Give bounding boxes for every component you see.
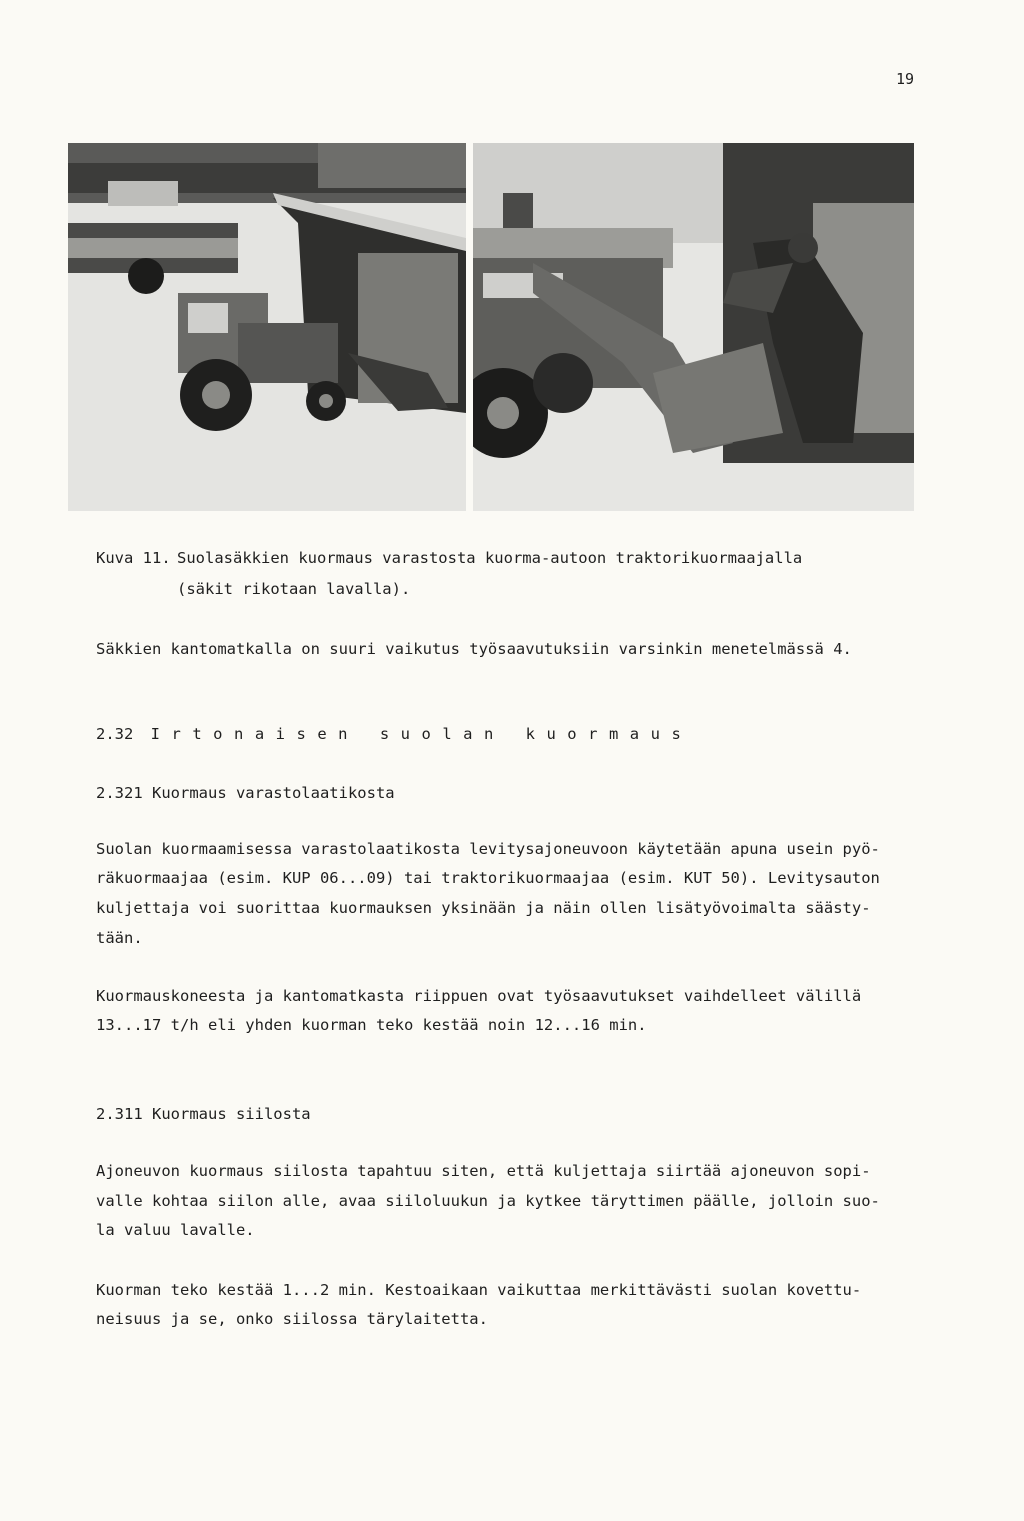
subsection-heading-2-321: 2.321 Kuormaus varastolaatikosta [96,784,395,802]
paragraph-varastolaatikko-line: räkuormaajaa (esim. KUP 06...09) tai traktorikuormaajaa (esim. KUT 50). Levitysauton [96,869,880,887]
section-title-spaced: Irtonaisen suolan kuormaus [150,725,693,743]
paragraph-varastolaatikko-line: kuljettaja voi suorittaa kuormauksen yksinään ja näin ollen lisätyövoimalta säästy- [96,899,871,917]
paragraph-kuorman-teko-line: Kuorman teko kestää 1...2 min. Kestoaikaan vaikuttaa merkittävästi suolan kovettu- [96,1281,862,1299]
photo-loader-and-worker [473,143,914,511]
paragraph-siilo-line: la valuu lavalle. [96,1221,255,1239]
photo-tractor-at-shed [68,143,466,511]
paragraph-tyosaavutus-line: Kuormauskoneesta ja kantomatkasta riippuen ovat työsaavutukset vaihdelleet välillä [96,987,862,1005]
figure-caption-line-1: Suolasäkkien kuormaus varastosta kuorma-autoon traktorikuormaajalla [177,549,803,567]
page-number: 19 [896,70,915,88]
figure-caption-line-2: (säkit rikotaan lavalla). [177,580,411,598]
paragraph-siilo-line: Ajoneuvon kuormaus siilosta tapahtuu siten, että kuljettaja siirtää ajoneuvon sopi- [96,1162,871,1180]
paragraph-kuorman-teko-line: neisuus ja se, onko siilossa tärylaitetta. [96,1310,488,1328]
paragraph-kantomatka: Säkkien kantomatkalla on suuri vaikutus työsaavutuksiin varsinkin menetelmässä 4. [96,640,852,658]
subsection-heading-2-311: 2.311 Kuormaus siilosta [96,1105,311,1123]
section-number: 2.32 [96,725,134,743]
paragraph-tyosaavutus-line: 13...17 t/h eli yhden kuorman teko kestää noin 12...16 min. [96,1016,647,1034]
section-heading-2-32 [96,725,692,743]
paragraph-siilo-line: valle kohtaa siilon alle, avaa siiloluukun ja kytkee täryttimen päälle, jolloin suo- [96,1192,880,1210]
paragraph-varastolaatikko-line: tään. [96,929,143,947]
paragraph-varastolaatikko-line: Suolan kuormaamisessa varastolaatikosta levitysajoneuvoon käytetään apuna usein pyö- [96,840,880,858]
figure-label: Kuva 11. [96,549,171,567]
